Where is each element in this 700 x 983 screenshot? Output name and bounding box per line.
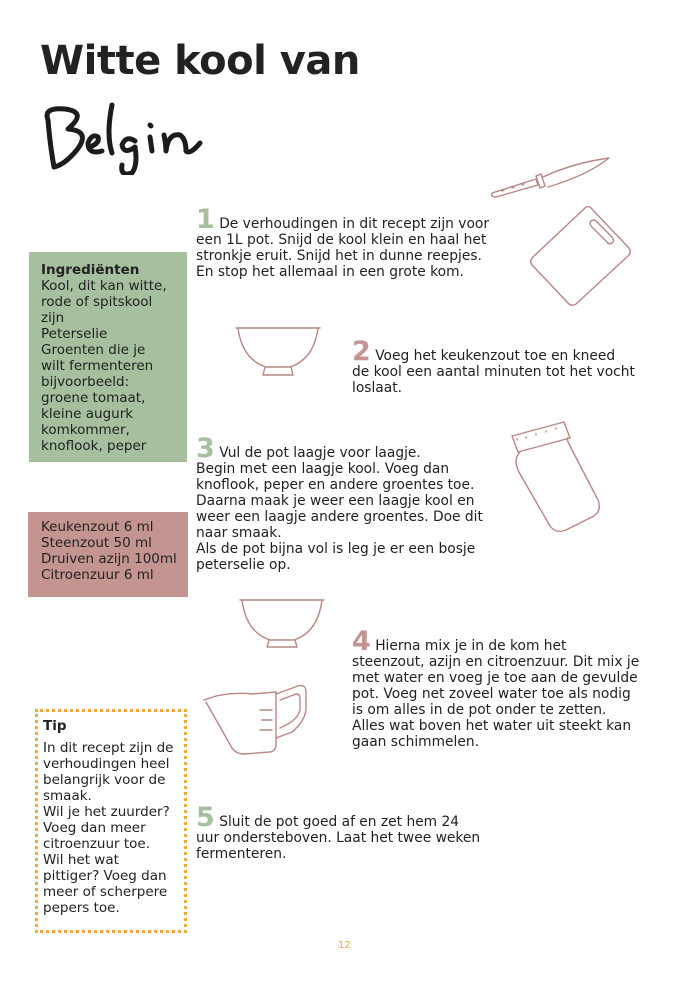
ingredient-line: Peterselie [41, 326, 108, 342]
ingredients-box [29, 252, 187, 462]
step-text: de kool een aantal minuten tot het vocht [352, 364, 635, 380]
tip-line: smaak. [43, 788, 92, 804]
measuring-cup-icon [200, 676, 312, 758]
step-text: Begin met een laagje kool. Voeg dan [196, 461, 450, 477]
tip-line: pittiger? Voeg dan [43, 868, 167, 884]
step-number: 4 [352, 626, 371, 657]
step-text: steenzout, azijn en citroenzuur. Dit mix je [352, 654, 640, 670]
step-text: Daarna maak je weer een laagje kool en [196, 493, 475, 509]
step-2 [352, 336, 635, 396]
step-1 [196, 204, 490, 280]
tip-heading: Tip [43, 718, 67, 734]
ingredient-line: groene tomaat, [41, 390, 146, 406]
tip-line: Voeg dan meer [43, 820, 146, 836]
ingredient-line: Groenten die je [41, 342, 146, 358]
ingredient-line: rode of spitskool [41, 294, 153, 310]
step-text: knoflook, peper en andere groentes toe. [196, 477, 475, 493]
step-text: peterselie op. [196, 557, 291, 573]
ingredient-line: komkommer, [41, 422, 130, 438]
ingredient-line: bijvoorbeeld: [41, 374, 130, 390]
step-number: 5 [196, 802, 215, 833]
step-4 [352, 626, 640, 750]
step-text: loslaat. [352, 380, 403, 396]
step-text: met water en voeg je toe aan de gevulde [352, 670, 638, 686]
tip-line: pepers toe. [43, 900, 120, 916]
step-text: Vul de pot laagje voor laagje. [219, 445, 421, 461]
bowl-icon [232, 323, 324, 378]
brine-box [28, 512, 188, 597]
step-text: gaan schimmelen. [352, 734, 479, 750]
step-text: Alles wat boven het water uit steekt kan [352, 718, 632, 734]
tip-line: meer of scherpere [43, 884, 168, 900]
step-3 [196, 433, 483, 573]
ingredient-line: Kool, dit kan witte, [41, 278, 167, 294]
step-text: En stop het allemaal in een grote kom. [196, 264, 464, 280]
ingredient-line: zijn [41, 310, 65, 326]
brine-line: Druiven azijn 100ml [41, 551, 177, 567]
knife-icon [488, 155, 613, 200]
step-number: 2 [352, 336, 371, 367]
tip-line: belangrijk voor de [43, 772, 166, 788]
tip-line: citroenzuur toe. [43, 836, 151, 852]
step-text: is om alles in de pot onder te zetten. [352, 702, 607, 718]
step-text: fermenteren. [196, 846, 287, 862]
page-number: 12 [338, 940, 351, 951]
step-text: naar smaak. [196, 525, 282, 541]
step-text: Voeg het keukenzout toe en kneed [375, 348, 616, 364]
brine-line: Steenzout 50 ml [41, 535, 152, 551]
step-number: 3 [196, 433, 215, 464]
handwritten-title [40, 95, 230, 175]
jar-icon [508, 418, 606, 538]
brine-line: Citroenzuur 6 ml [41, 567, 154, 583]
ingredient-line: wilt fermenteren [41, 358, 154, 374]
tip-line: Wil het wat [43, 852, 119, 868]
step-text: Sluit de pot goed af en zet hem 24 [219, 814, 460, 830]
step-text: Hierna mix je in de kom het [375, 638, 567, 654]
step-text: stronkje eruit. Snijd het in dunne reepjes. [196, 248, 482, 264]
bowl-icon [236, 594, 328, 649]
tip-box [35, 709, 187, 933]
step-text: uur ondersteboven. Laat het twee weken [196, 830, 481, 846]
tip-line: Wil je het zuurder? [43, 804, 170, 820]
step-text: weer een laagje andere groentes. Doe dit [196, 509, 483, 525]
cutting-board-icon [528, 203, 633, 308]
ingredient-line: knoflook, peper [41, 438, 147, 454]
page-title: Witte kool van [40, 38, 360, 84]
step-text: pot. Voeg net zoveel water toe als nodig [352, 686, 631, 702]
step-text: De verhoudingen in dit recept zijn voor [219, 216, 490, 232]
tip-line: In dit recept zijn de [43, 740, 174, 756]
tip-line: verhoudingen heel [43, 756, 170, 772]
step-number: 1 [196, 204, 215, 235]
step-text: een 1L pot. Snijd de kool klein en haal het [196, 232, 487, 248]
ingredient-line: kleine augurk [41, 406, 134, 422]
step-5 [196, 802, 481, 862]
step-text: Als de pot bijna vol is leg je er een bosje [196, 541, 476, 557]
brine-line: Keukenzout 6 ml [41, 519, 154, 535]
ingredients-heading: Ingrediënten [41, 262, 140, 278]
